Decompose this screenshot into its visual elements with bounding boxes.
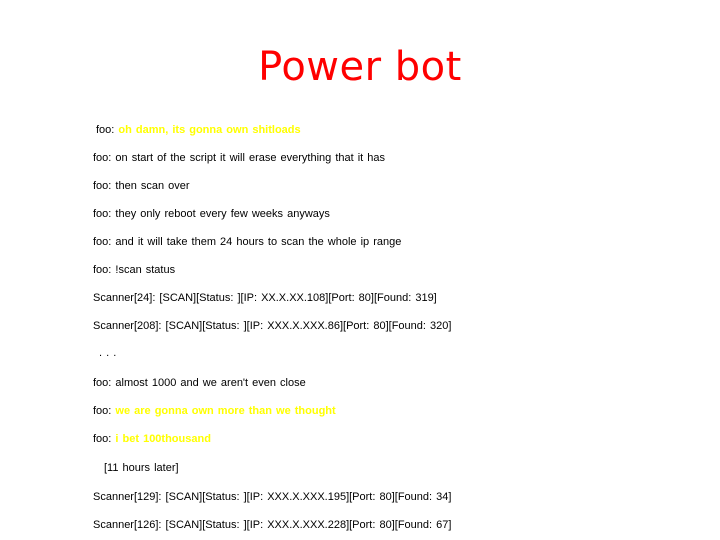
speaker-label: foo:	[93, 180, 116, 192]
speaker-label: foo:	[93, 405, 116, 417]
highlighted-message: i bet 100thousand	[115, 433, 211, 445]
scanner-output-text: Scanner[208]: [SCAN][Status: ][IP: XXX.X.XXX.86][Port: 80][Found: 320]	[93, 320, 452, 332]
chat-line	[93, 404, 336, 418]
message-text: then scan over	[115, 180, 190, 192]
speaker-label: foo:	[93, 433, 116, 445]
chat-line	[93, 432, 211, 446]
speaker-label: foo:	[93, 377, 116, 389]
speaker-label: foo:	[93, 208, 116, 220]
slide-title: Power bot	[258, 44, 462, 90]
message-text: they only reboot every few weeks anyways	[115, 208, 330, 220]
ellipsis-text: . . .	[99, 347, 117, 359]
time-skip-text: [11 hours later]	[104, 462, 179, 474]
chat-line	[93, 235, 401, 249]
message-text: and it will take them 24 hours to scan the whole ip range	[115, 236, 402, 248]
scanner-output-line	[93, 291, 437, 305]
time-skip-note	[104, 461, 179, 475]
message-text: on start of the script it will erase everything that it has	[115, 152, 386, 164]
speaker-label: foo:	[96, 124, 119, 136]
chat-line	[93, 263, 175, 277]
chat-line	[93, 207, 330, 221]
scanner-output-line	[93, 518, 451, 532]
message-text: almost 1000 and we aren't even close	[115, 377, 306, 389]
scanner-output-text: Scanner[24]: [SCAN][Status: ][IP: XX.X.XX.108][Port: 80][Found: 319]	[93, 292, 437, 304]
chat-line	[93, 376, 306, 390]
scanner-output-text: Scanner[126]: [SCAN][Status: ][IP: XXX.X.XXX.228][Port: 80][Found: 67]	[93, 519, 452, 531]
highlighted-message: oh damn, its gonna own shitloads	[118, 124, 301, 136]
highlighted-message: we are gonna own more than we thought	[115, 405, 336, 417]
scanner-output-line	[93, 490, 451, 504]
scanner-output-line	[93, 319, 451, 333]
ellipsis-line	[99, 346, 116, 360]
speaker-label: foo:	[93, 264, 116, 276]
chat-line	[93, 179, 190, 193]
speaker-label: foo:	[93, 236, 116, 248]
scanner-output-text: Scanner[129]: [SCAN][Status: ][IP: XXX.X.XXX.195][Port: 80][Found: 34]	[93, 491, 452, 503]
speaker-label: foo:	[93, 152, 116, 164]
message-text: !scan status	[115, 264, 176, 276]
chat-line	[93, 151, 385, 165]
chat-line	[96, 123, 301, 137]
